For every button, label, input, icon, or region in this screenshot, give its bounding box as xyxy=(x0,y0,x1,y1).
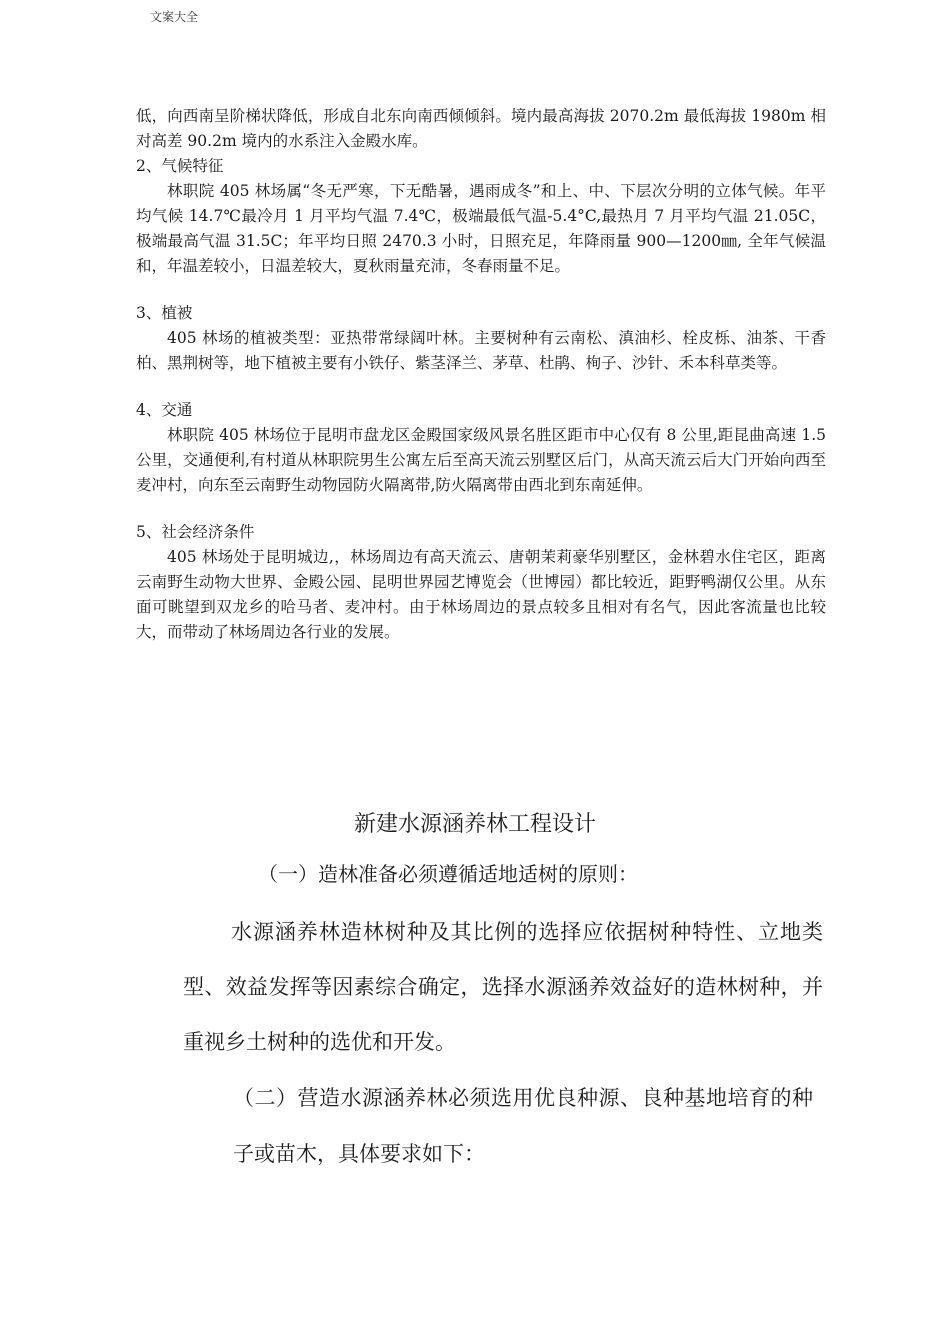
section-heading: 5、社会经济条件 xyxy=(136,523,255,541)
design-paragraph-1: 水源涵养林造林树种及其比例的选择应依据树种特性、立地类型、效益发挥等因素综合确定，选择水源涵养效益好的造林树种，并重视乡土树种的选优和开发。 xyxy=(183,920,823,1054)
section-economy xyxy=(136,520,826,645)
intro-paragraph: 低，向西南呈阶梯状降低，形成自北东向南西倾倾斜。境内最高海拔 2070.2m 最低海拔 1980m 相对高差 90.2m 境内的水系注入金殿水库。 xyxy=(136,107,826,150)
page-header-label: 文案大全 xyxy=(150,10,199,24)
section-vegetation xyxy=(136,301,826,376)
section-heading: 4、交通 xyxy=(136,401,193,419)
section-heading: 3、植被 xyxy=(136,304,193,322)
section-climate xyxy=(136,154,826,279)
section-text: 林职院 405 林场位于昆明市盘龙区金殿国家级风景名胜区距市中心仅有 8 公里,距昆曲高速 1.5 公里，交通便利,有村道从林职院男生公寓左后至高天流云别墅区后门，从高天流云后大门开始向西至麦冲村，向东至云南野生动物园防火隔离带,防火隔离带由西北到东南延伸。 xyxy=(136,426,826,494)
document-body xyxy=(136,104,826,667)
section-text: 405 林场的植被类型：亚热带常绿阔叶林。主要树种有云南松、滇油杉、栓皮栎、油茶、干香柏、黑荆树等，地下植被主要有小铁仔、紫茎泽兰、茅草、杜鹃、栒子、沙针、禾本科草类等。 xyxy=(136,329,826,372)
design-subheading-2: （二）营造水源涵养林必须选用优良种源、良种基地培育的种子或苗木，具体要求如下： xyxy=(233,1086,813,1166)
section-text: 405 林场处于昆明城边,，林场周边有高天流云、唐朝茉莉豪华别墅区，金林碧水住宅区，距离云南野生动物大世界、金殿公园、昆明世界园艺博览会（世博园）都比较近，距野鸭湖仅公里。从东面可眺望到双龙乡的哈马者、麦冲村。由于林场周边的景点较多且相对有名气，因此客流量也比较大，而带动了林场周边各行业的发展。 xyxy=(136,548,826,641)
design-title: 新建水源涵养林工程设计 xyxy=(353,812,596,837)
design-subheading-1: （一）造林准备必须遵循适地适树的原则： xyxy=(258,862,638,886)
section-traffic xyxy=(136,398,826,498)
section-heading: 2、气候特征 xyxy=(136,157,224,175)
section-text: 林职院 405 林场属“冬无严寒，下无酷暑，遇雨成冬”和上、中、下层次分明的立体气候。年平均气候 14.7℃最冷月 1 月平均气温 7.4℃，极端最低气温-5.4°C,最热月 7 月平均气温 21.05C，极端最高气温 31.5C；年平均日照 2470.3 小时，日照充足，年降雨量 900—1200㎜, 全年气候温和，年温差较小，日温差较大，夏秋雨量充沛，冬春雨量不足。 xyxy=(136,182,826,275)
